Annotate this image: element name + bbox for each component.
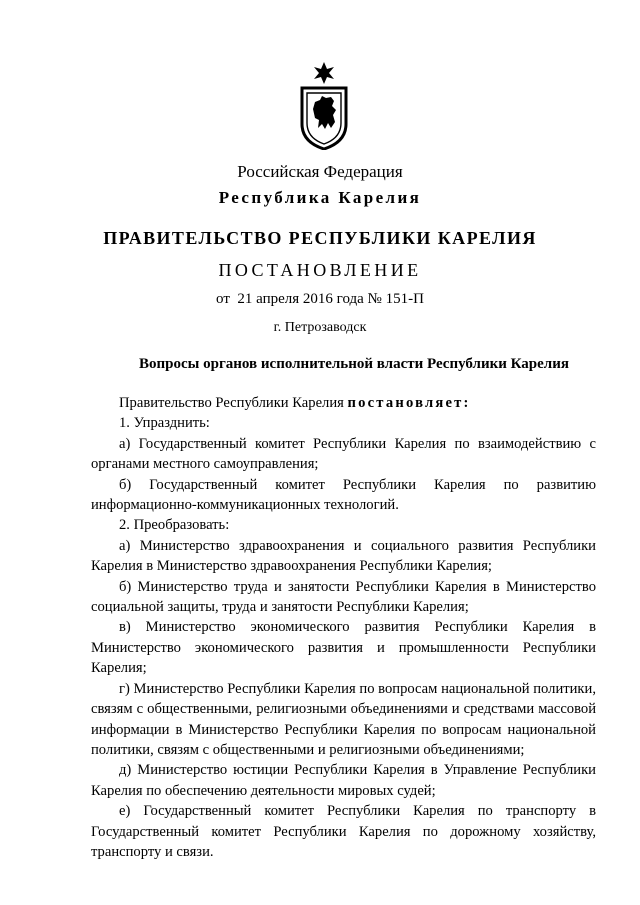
paragraph: а) Государственный комитет Республики Карелия по взаимодействию с органами местного самоуправления; <box>91 435 596 473</box>
preamble-lead: Правительство Республики Карелия <box>119 395 348 411</box>
paragraph: д) Министерство юстиции Республики Карелия в Управление Республики Карелия по обеспечению деятельности мировых судей; <box>91 762 596 799</box>
paragraph: 1. Упразднить: <box>119 415 210 432</box>
republic-name: Республика Карелия <box>218 188 422 207</box>
document-city: г. Петрозаводск <box>273 320 367 335</box>
document-type: ПОСТАНОВЛЕНИЕ <box>218 260 422 280</box>
paragraph: а) Министерство здравоохранения и социального развития Республики Карелия в Министерство здравоохранения Республики Карелия; <box>91 537 596 575</box>
paragraph: б) Министерство труда и занятости Республики Карелия в Министерство социальной защиты, труда и занятости Республики Карелия; <box>91 578 596 616</box>
government-title: ПРАВИТЕЛЬСТВО РЕСПУБЛИКИ КАРЕЛИЯ <box>103 228 537 248</box>
paragraph: в) Министерство экономического развития Республики Карелия в Министерство экономического развития и промышленности Республики Карелия; <box>91 619 596 677</box>
karelia-coat-of-arms-emblem <box>298 62 350 150</box>
paragraph: 2. Преобразовать: <box>119 517 230 534</box>
preamble <box>91 393 596 413</box>
paragraph: б) Государственный комитет Республики Карелия по развитию информационно-коммуникационных технологий. <box>91 476 596 514</box>
document-body <box>91 393 596 862</box>
document-date-number: от 21 апреля 2016 года № 151-П <box>216 291 424 307</box>
federation-name: Российская Федерация <box>237 162 403 181</box>
paragraph: е) Государственный комитет Республики Карелия по транспорту в Государственный комитет Республики Карелия по дорожному хозяйству, транспорту и связи. <box>91 803 596 860</box>
paragraph: г) Министерство Республики Карелия по вопросам национальной политики, связям с общественными, религиозными объединениями и средствами массовой информации в Министерство Республики Карелия по вопросам национальной политики, связям с общественными и религиозными объединениями; <box>91 680 596 758</box>
document-subject: Вопросы органов исполнительной власти Республики Карелия <box>139 356 569 372</box>
preamble-verb: постановляет: <box>347 395 471 411</box>
